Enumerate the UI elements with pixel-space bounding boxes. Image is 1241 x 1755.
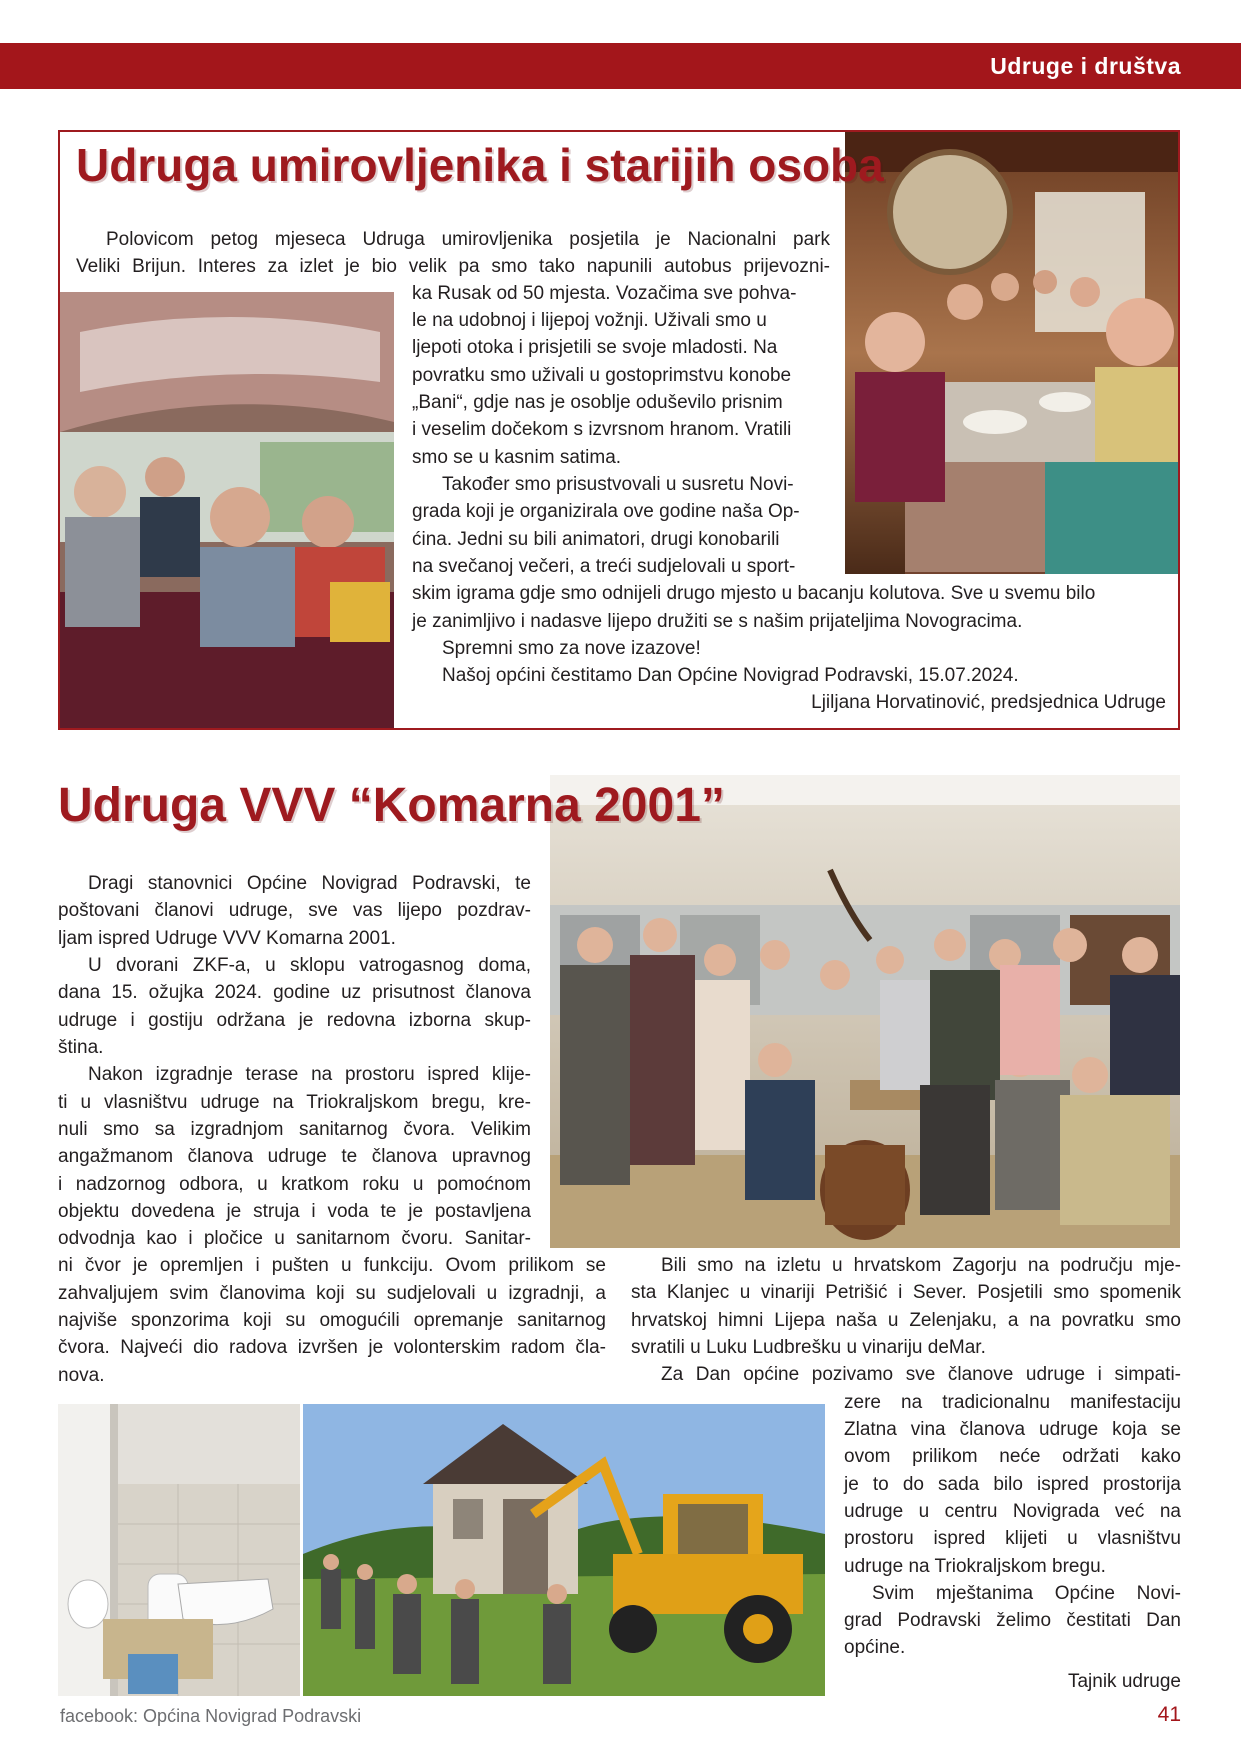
a2-line: ti u vlasništvu udruge na Triokraljskom bregu, kre-	[58, 1092, 531, 1113]
a2r-line: ovom prilikom neće održati kako	[844, 1446, 1181, 1467]
a1-line: „Bani“, gdje nas je osoblje oduševilo prisnim	[412, 392, 783, 413]
a2r-line: udruge na Triokraljskom bregu.	[844, 1556, 1106, 1577]
footer-source: facebook: Općina Novigrad Podravski	[60, 1706, 362, 1726]
article-2-left-column	[58, 870, 658, 1390]
section-label: Udruge i društva	[990, 53, 1181, 79]
a2r-line: svratili u Luku Ludbrešku u vinariju deMar.	[631, 1337, 986, 1358]
photo-sanitary-room	[58, 1404, 300, 1696]
a2-line: udruge i gostiju održana je redovna izborna skup-	[58, 1010, 531, 1031]
a1-line: Veliki Brijun. Interes za izlet je bio velik pa smo tako napunili autobus prijevozni-	[76, 256, 830, 277]
a2-line: ni čvor je opremljen i pušten u funkciju. Ovom prilikom se	[58, 1255, 606, 1276]
article-2-signature: Tajnik udruge	[1067, 1671, 1181, 1692]
a1-line: grada koji je organizirala ove godine naša Op-	[412, 501, 800, 522]
a2-line: i nadzornog odbora, u kratkom roku u pomoćnom	[58, 1174, 531, 1195]
a1-line: ka Rusak od 50 mjesta. Vozačima sve pohva-	[412, 283, 797, 304]
a1-line: smo se u kasnim satima.	[412, 447, 622, 468]
a2r-line: Za Dan općine pozivamo sve članove udruge i simpati-	[661, 1364, 1181, 1385]
a2-line: objektu dovedena je struja i voda te je postavljena	[58, 1201, 531, 1222]
a2r-line: općine.	[844, 1637, 906, 1658]
a2-line: ština.	[58, 1037, 104, 1058]
a2-line: ljam ispred Udruge VVV Komarna 2001.	[58, 928, 396, 949]
a2-line: dana 15. ožujka 2024. godine uz prisutnost članova	[58, 982, 531, 1003]
a2r-line: hrvatskoj himni Lijepa naša u Zelenjaku, a na povratku smo	[631, 1310, 1181, 1331]
a1-line: na svečanoj večeri, a treći sudjelovali u sport-	[412, 556, 796, 577]
photo-construction-site	[303, 1404, 825, 1696]
a1-line: ćina. Jedni su bili animatori, drugi konobarili	[412, 529, 780, 550]
a1-line: Polovicom petog mjeseca Udruga umirovljenika posjetila je Nacionalni park	[106, 229, 830, 250]
a1-line: skim igrama gdje smo odnijeli drugo mjesto u bacanju kolutova. Sve u svemu bilo	[412, 583, 1096, 604]
article-1-signature: Ljiljana Horvatinović, predsjednica Udruge	[811, 692, 1166, 713]
a1-line: je zanimljivo i nadasve lijepo družiti se s našim prijateljima Novogracima.	[412, 611, 1023, 632]
a2-line: nova.	[58, 1365, 105, 1386]
a2-line: Nakon izgradnje terase na prostoru ispred klije-	[88, 1064, 531, 1085]
a2-line: odvodnja kao i pločice u sanitarnom čvoru. Sanitar-	[58, 1228, 531, 1249]
article-2-title: Udruga VVV “Komarna 2001”	[58, 779, 725, 832]
a2r-line: je to do sada bilo ispred prostorija	[844, 1474, 1181, 1495]
a2r-line: prostoru ispred klijeti u vlasništvu	[844, 1528, 1181, 1549]
a1-line: i veselim dočekom s izvrsnom hranom. Vratili	[412, 419, 792, 440]
a2-line: angažmanom članova udruge te članova upravnog	[58, 1146, 531, 1167]
a2-line: zahvaljujem svim članovima koji su sudjelovali u izgradnji, a	[58, 1283, 606, 1304]
page-number: 41	[1157, 1703, 1181, 1726]
a2r-line: sta Klanjec u vinariji Petrišić i Sever. Posjetili smo spomenik	[631, 1282, 1181, 1303]
a2-line: U dvorani ZKF-a, u sklopu vatrogasnog doma,	[88, 955, 531, 976]
a2r-line: Zlatna vina članova udruge koja se	[844, 1419, 1181, 1440]
a2r-line: grad Podravski želimo čestitati Dan	[844, 1610, 1181, 1631]
a1-line: le na udobnoj i lijepoj vožnji. Uživali smo u	[412, 310, 767, 331]
a2-line: poštovani članovi udruge, sve vas lijepo pozdrav-	[58, 900, 531, 921]
a2r-line: zere na tradicionalnu manifestaciju	[844, 1392, 1181, 1413]
a2r-line: Svim mještanima Općine Novi-	[872, 1583, 1181, 1604]
a1-line: Našoj općini čestitamo Dan Općine Novigrad Podravski, 15.07.2024.	[442, 665, 1019, 686]
a2-line: najviše sponzorima koji su omogućili opremanje sanitarnog	[58, 1310, 606, 1331]
a1-line: ljepoti otoka i prisjetili se svoje mladosti. Na	[412, 337, 778, 358]
a1-line: povratku smo uživali u gostoprimstvu konobe	[412, 365, 792, 386]
a2r-line: udruge u centru Novigrada već na	[844, 1501, 1181, 1522]
a2r-line: Bili smo na izletu u hrvatskom Zagorju na području mje-	[661, 1255, 1181, 1276]
article-1-title: Udruga umirovljenika i starijih osoba	[76, 139, 884, 191]
a2-line: nuli smo sa izgradnjom sanitarnog čvora. Velikim	[58, 1119, 531, 1140]
a1-line: Također smo prisustvovali u susretu Novi-	[442, 474, 794, 495]
a2-line: čvora. Najveći dio radova izvršen je volonterskim radom čla-	[58, 1337, 606, 1358]
article-1-body	[76, 226, 1166, 726]
a2-line: Dragi stanovnici Općine Novigrad Podravski, te	[88, 873, 531, 894]
a1-line: Spremni smo za nove izazove!	[442, 638, 701, 659]
